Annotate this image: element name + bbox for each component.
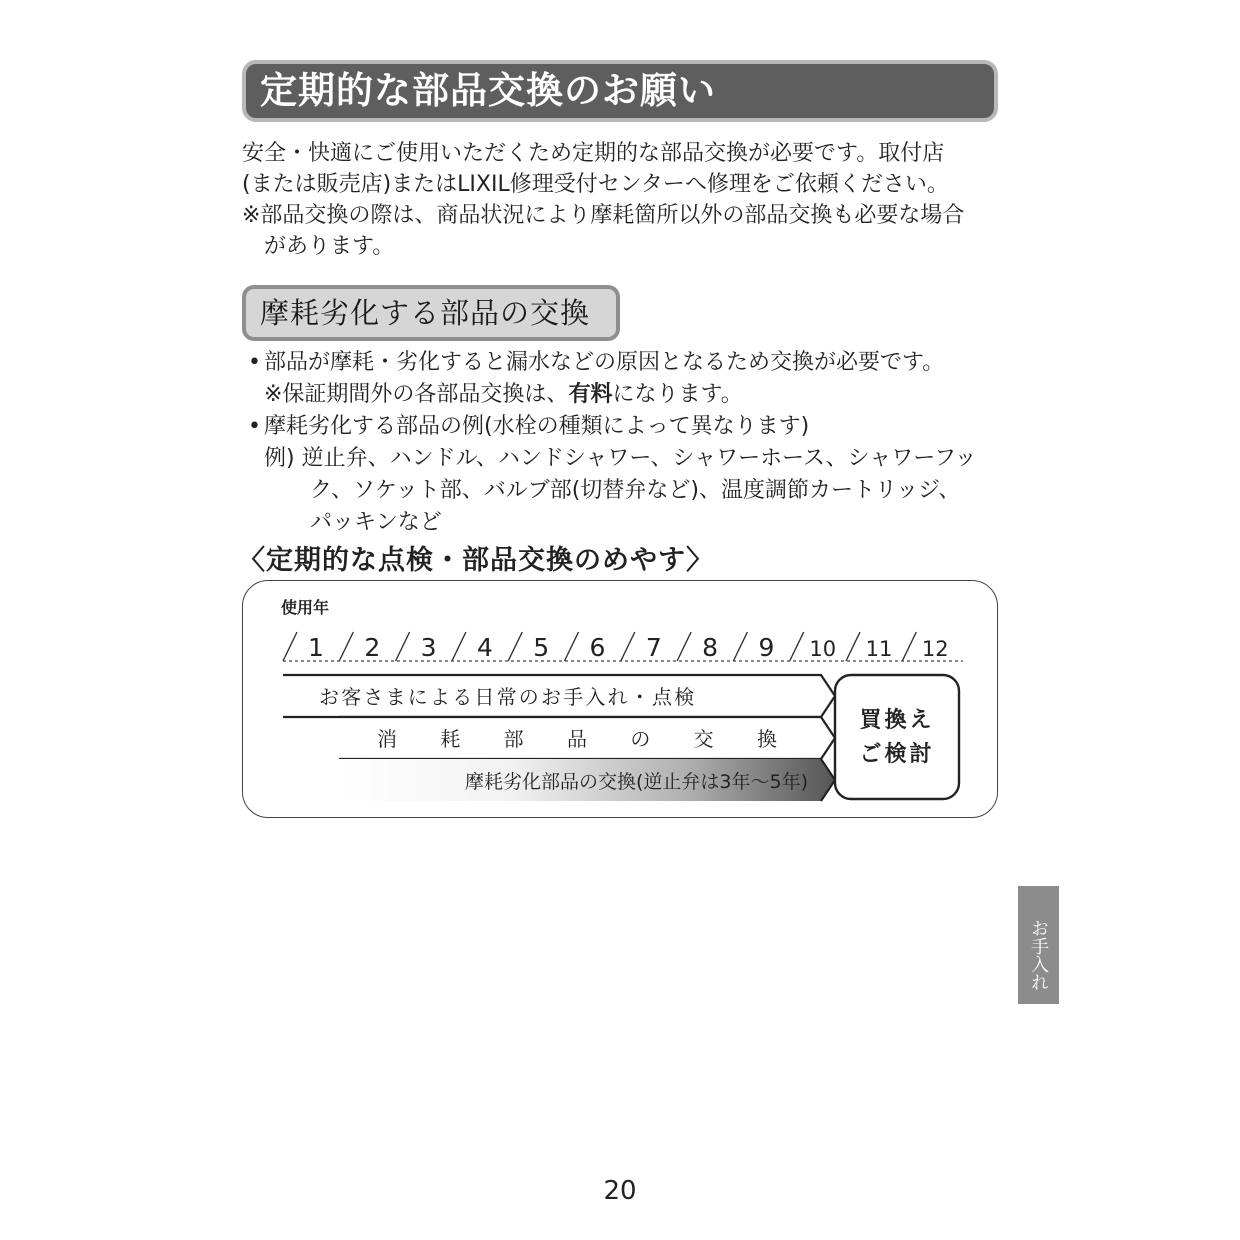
year-divider: [621, 632, 635, 661]
year-divider: [396, 632, 410, 661]
year-divider: [846, 632, 860, 661]
consumable-label-char: の: [630, 727, 651, 751]
year-tick-label: 6: [589, 633, 606, 662]
bullet-item-1: • 部品が摩耗・劣化すると漏水などの原因となるため交換が必要です。: [248, 347, 1008, 379]
year-divider: [902, 632, 916, 661]
guide-heading: 〈定期的な点検・部品交換のめやす〉: [238, 545, 714, 576]
example-line-2: ク、ソケット部、バルブ部(切替弁など)、温度調節カートリッジ、: [310, 478, 961, 503]
replacement-line-1: 買換え: [859, 708, 935, 733]
intro-line-1: 安全・快適にご使用いただくため定期的な部品交換が必要です。取付店: [242, 141, 945, 166]
year-tick-label: 8: [702, 633, 719, 662]
year-tick-label: 1: [308, 633, 324, 662]
year-divider: [508, 632, 522, 661]
intro-note-1: ※部品交換の際は、商品状況により摩耗箇所以外の部品交換も必要な場合: [242, 203, 965, 228]
year-divider: [565, 632, 579, 661]
year-tick-label: 3: [420, 633, 437, 662]
year-tick-label: 2: [364, 633, 381, 662]
bullet-dot-icon: •: [248, 350, 261, 375]
bullet-list: [248, 347, 1008, 539]
year-tick-label: 4: [476, 633, 493, 662]
bullet-note: ※保証期間外の各部品交換は、有料になります。: [264, 382, 743, 407]
year-tick-label: 12: [921, 637, 949, 661]
maintenance-guide: [242, 580, 998, 818]
year-divider: [733, 632, 747, 661]
daily-care-label: お客さまによる日常のお手入れ・点検: [319, 685, 697, 709]
section-heading: 摩耗劣化する部品の交換: [242, 285, 620, 341]
intro-note-2: があります。: [264, 234, 395, 259]
bullet-item-2: • 摩耗劣化する部品の例(水栓の種類によって異なります): [248, 411, 1008, 443]
intro-line-2: (または販売店)またはLIXIL修理受付センターへ修理をご依頼ください。: [242, 172, 949, 197]
year-tick-label: 7: [645, 633, 662, 662]
year-tick-label: 11: [865, 637, 893, 661]
year-divider: [677, 632, 691, 661]
bullet-dot-icon: •: [248, 414, 261, 439]
timeline-diagram: [243, 581, 999, 819]
page-number: 20: [603, 1176, 637, 1206]
year-divider: [283, 632, 297, 661]
consumable-label-char: 部: [503, 727, 524, 751]
paid-emphasis: 有料: [568, 382, 613, 407]
year-tick-label: 5: [533, 633, 550, 662]
side-tab-care[interactable]: お手入れ: [1018, 886, 1059, 1004]
consumable-label-char: 耗: [440, 727, 461, 751]
page-title: 定期的な部品交換のお願い: [242, 60, 998, 122]
year-scale: [283, 632, 949, 662]
consumable-label-char: 交: [693, 727, 714, 751]
year-divider: [339, 632, 353, 661]
intro-text: [242, 138, 1012, 262]
year-divider: [452, 632, 466, 661]
example-line-1: 例) 逆止弁、ハンドル、ハンドシャワー、シャワーホース、シャワーフッ: [264, 446, 977, 471]
consumable-label-char: 換: [757, 727, 777, 751]
year-tick-label: 10: [809, 637, 837, 661]
replacement-box: [835, 675, 959, 799]
consumable-label-char: 消: [377, 727, 397, 751]
year-divider: [790, 632, 804, 661]
replacement-line-2: ご検討: [859, 742, 935, 767]
example-label: 例): [264, 446, 295, 471]
consumable-label-char: 品: [567, 727, 587, 751]
example-line-3: パッキンなど: [310, 510, 442, 535]
year-axis-label: 使用年: [281, 598, 330, 617]
wear-parts-label: 摩耗劣化部品の交換(逆止弁は3年〜5年): [464, 771, 808, 793]
year-tick-label: 9: [758, 633, 775, 662]
